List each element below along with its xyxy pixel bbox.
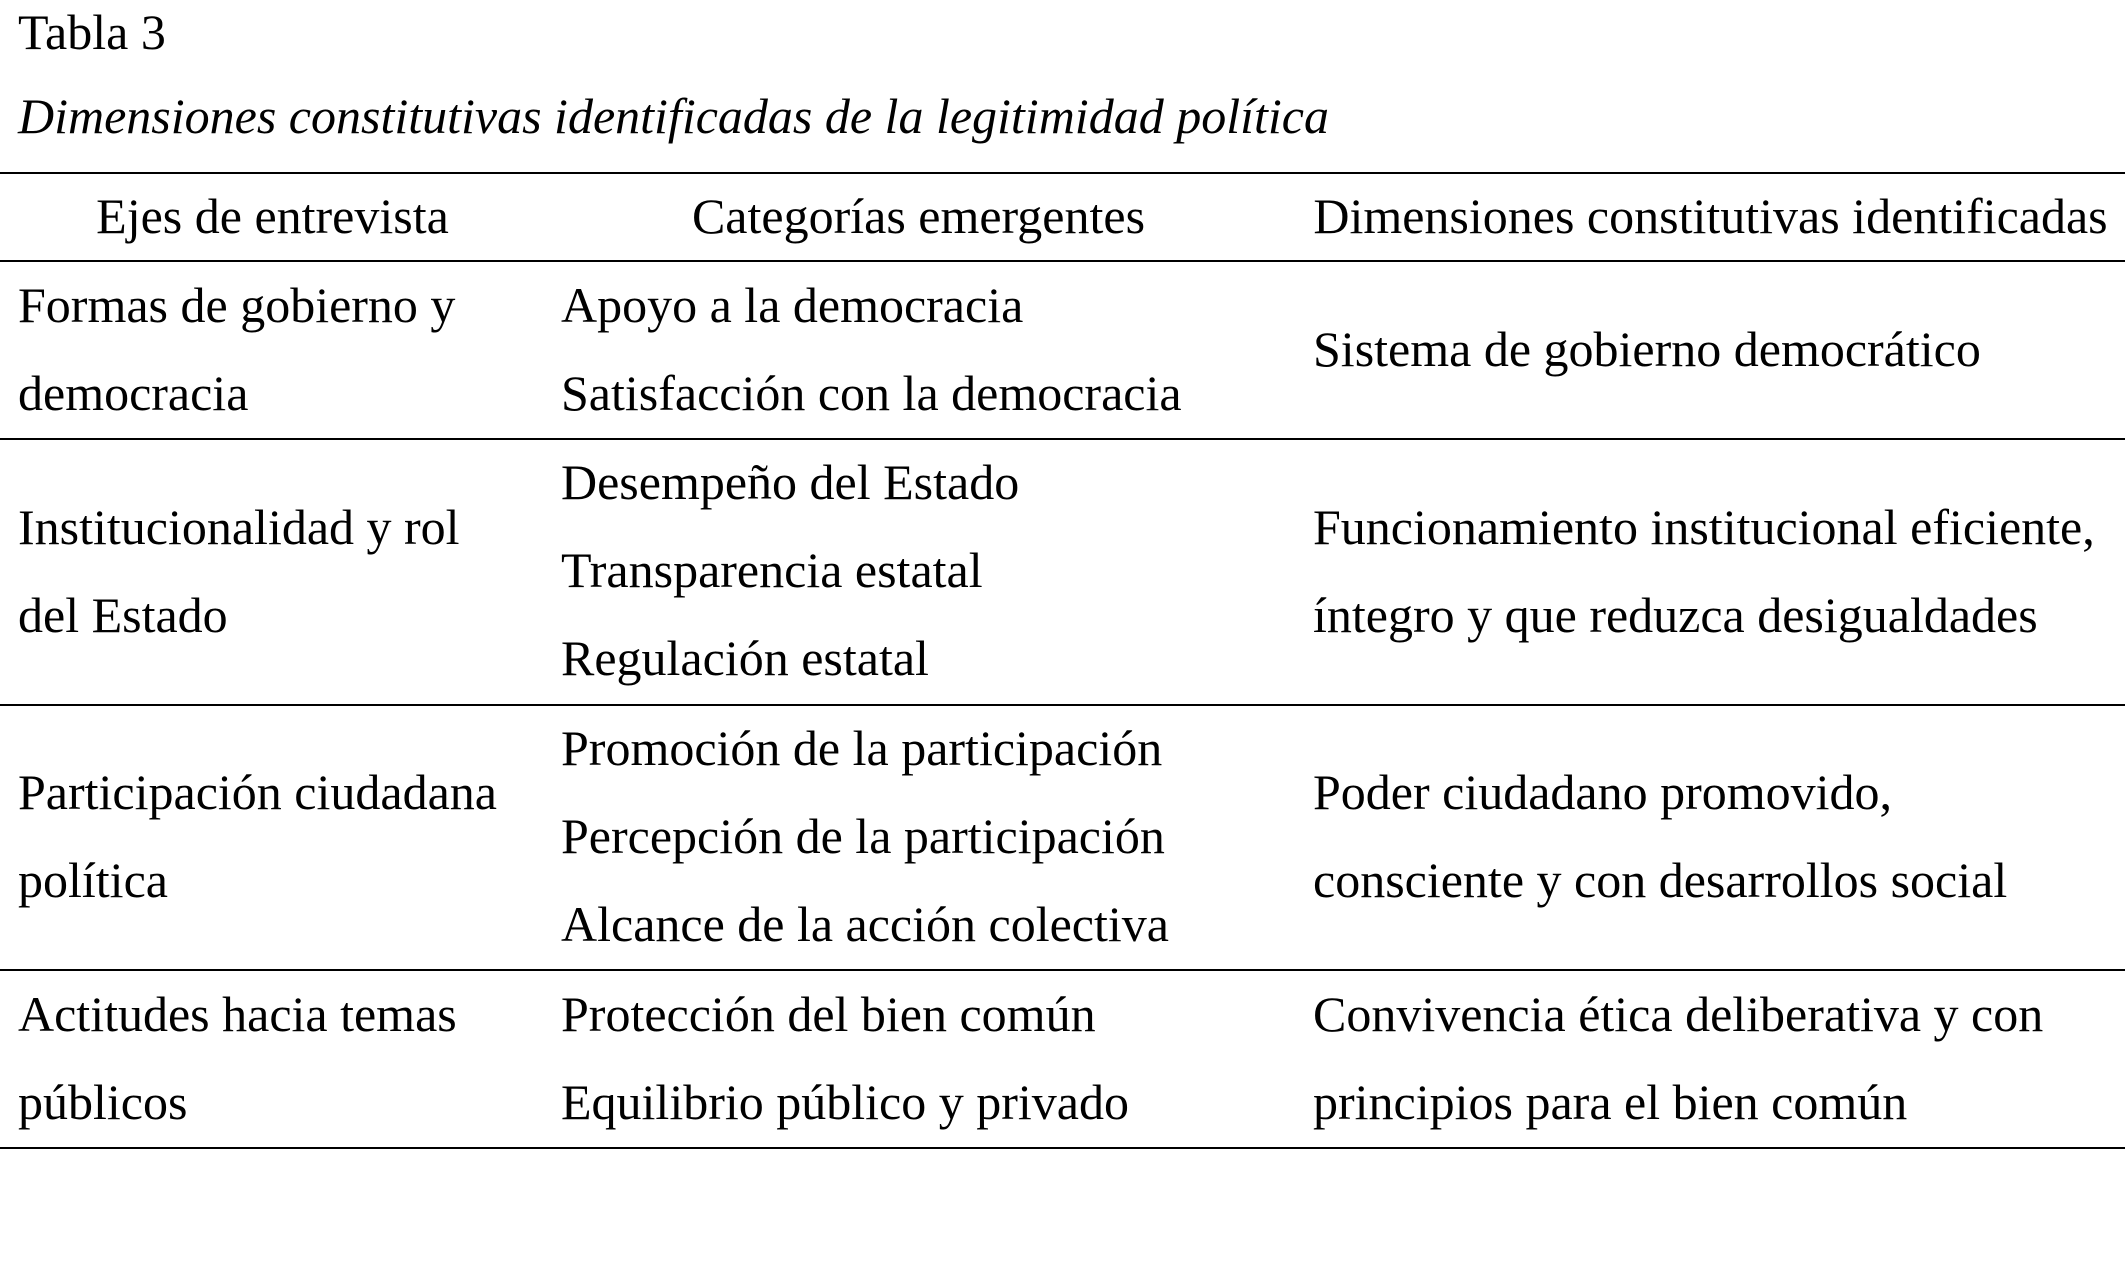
table-title: Dimensiones constitutivas identificadas de la legitimidad política: [18, 88, 1329, 144]
row-4-axis: [18, 970, 457, 1146]
row-1-axis-line-1: Formas de gobierno y: [18, 277, 456, 333]
row-2-dimension-line-1: Funcionamiento institucional eficiente,: [1313, 499, 2095, 555]
row-3-axis-line-2: política: [18, 852, 168, 908]
row-2-category-3: Regulación estatal: [561, 630, 929, 686]
table-bottom-rule: [0, 1147, 2125, 1149]
row-4-category-1: Protección del bien común: [561, 986, 1096, 1042]
row-1-axis-line-2: democracia: [18, 365, 249, 421]
row-2-dimension: [1313, 483, 2095, 659]
row-2-axis-line-2: del Estado: [18, 587, 228, 643]
row-1-categories: [561, 261, 1182, 437]
header-categorias: Categorías emergentes: [691, 188, 1146, 244]
header-dimensiones: Dimensiones constitutivas identificadas: [1313, 188, 2108, 244]
row-4-categories: [561, 970, 1129, 1146]
row-1-category-1: Apoyo a la democracia: [561, 277, 1024, 333]
row-4-dimension-line-2: principios para el bien común: [1313, 1074, 1908, 1130]
row-3-category-1: Promoción de la participación: [561, 720, 1163, 776]
row-1-category-2: Satisfacción con la democracia: [561, 365, 1182, 421]
row-3-axis: [18, 748, 497, 924]
row-2-categories: [561, 438, 1019, 702]
row-2-category-1: Desempeño del Estado: [561, 454, 1020, 510]
row-4-category-2: Equilibrio público y privado: [561, 1074, 1129, 1130]
table-label: Tabla 3: [18, 4, 166, 60]
row-3-dimension: [1313, 748, 2007, 924]
row-4-dimension: [1313, 970, 2043, 1146]
row-2-category-2: Transparencia estatal: [561, 542, 983, 598]
row-3-category-3: Alcance de la acción colectiva: [561, 896, 1169, 952]
header-ejes: Ejes de entrevista: [96, 188, 449, 244]
row-2-axis-line-1: Institucionalidad y rol: [18, 499, 460, 555]
row-1-axis: [18, 261, 455, 437]
row-4-axis-line-2: públicos: [18, 1074, 188, 1130]
row-3-category-2: Percepción de la participación: [561, 808, 1165, 864]
row-3-dimension-line-1: Poder ciudadano promovido,: [1313, 764, 1893, 820]
row-2-axis: [18, 483, 460, 659]
row-1-dimension-line-1: Sistema de gobierno democrático: [1313, 321, 1981, 377]
row-4-axis-line-1: Actitudes hacia temas: [18, 986, 457, 1042]
row-3-axis-line-1: Participación ciudadana: [18, 764, 497, 820]
row-4-dimension-line-1: Convivencia ética deliberativa y con: [1313, 986, 2044, 1042]
row-2-dimension-line-2: íntegro y que reduzca desigualdades: [1313, 587, 2038, 643]
row-3-dimension-line-2: consciente y con desarrollos social: [1313, 852, 2008, 908]
row-1-dimension: [1313, 305, 1981, 393]
row-rule-1: [0, 438, 2125, 440]
row-3-categories: [561, 704, 1169, 968]
